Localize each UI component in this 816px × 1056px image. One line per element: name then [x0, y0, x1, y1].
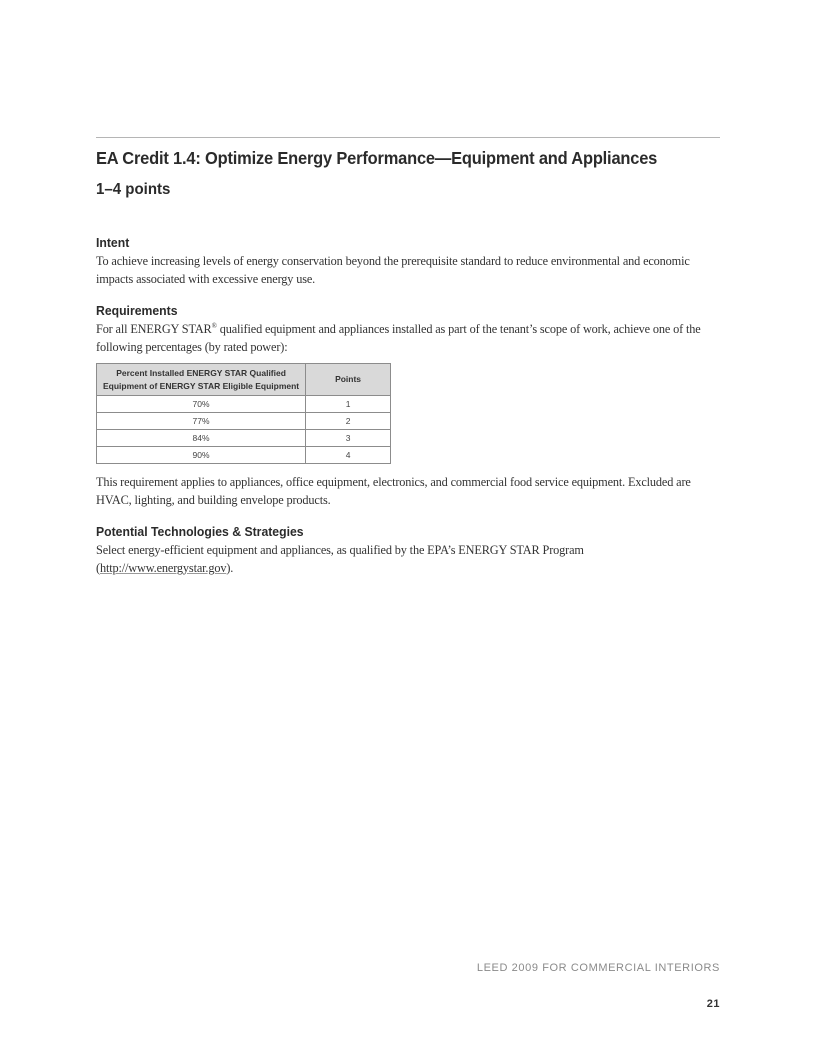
requirements-text-start: For all ENERGY STAR — [96, 322, 212, 336]
table-cell-percent: 70% — [97, 396, 306, 413]
table-cell-percent: 84% — [97, 430, 306, 447]
table-row — [97, 430, 391, 447]
requirements-text — [96, 320, 720, 356]
table-row — [97, 396, 391, 413]
intent-heading: Intent — [96, 235, 130, 250]
strategies-heading: Potential Technologies & Strategies — [96, 524, 304, 539]
table-header-row — [97, 364, 391, 396]
table-cell-points: 2 — [306, 413, 391, 430]
strategies-text — [96, 541, 720, 577]
table-cell-points: 4 — [306, 447, 391, 464]
credit-title: EA Credit 1.4: Optimize Energy Performance—Equipment and Appliances — [96, 148, 658, 168]
table-header-points: Points — [306, 364, 391, 396]
requirements-heading: Requirements — [96, 303, 178, 318]
table-row — [97, 413, 391, 430]
table-cell-points: 1 — [306, 396, 391, 413]
table-cell-points: 3 — [306, 430, 391, 447]
registered-mark: ® — [211, 321, 217, 330]
table-header-percent: Percent Installed ENERGY STAR Qualified Equipment of ENERGY STAR Eligible Equipment — [97, 364, 306, 396]
intent-text: To achieve increasing levels of energy conservation beyond the prerequisite standard to reduce environmental and economic impacts associated with excessive energy use. — [96, 254, 690, 286]
requirements-note: This requirement applies to appliances, office equipment, electronics, and commercial food service equipment. Excluded are HVAC, lighting, and building envelope products. — [96, 475, 691, 507]
header-rule — [96, 137, 720, 138]
points-table — [96, 363, 391, 464]
page-number: 21 — [706, 998, 720, 1010]
requirements-text-end: qualified equipment and appliances installed as part of the tenant’s scope of work, achieve one of the following percentages (by rated power): — [96, 322, 701, 354]
strategies-text-start: Select energy-efficient equipment and appliances, as qualified by the EPA’s ENERGY STAR Program ( — [96, 543, 584, 575]
credit-points: 1–4 points — [96, 181, 171, 198]
energystar-link[interactable]: http://www.energystar.gov — [99, 561, 227, 575]
table-row — [97, 447, 391, 464]
footer-title: LEED 2009 FOR COMMERCIAL INTERIORS — [476, 962, 720, 974]
table-cell-percent: 77% — [97, 413, 306, 430]
strategies-text-end: ). — [226, 561, 234, 575]
table-cell-percent: 90% — [97, 447, 306, 464]
